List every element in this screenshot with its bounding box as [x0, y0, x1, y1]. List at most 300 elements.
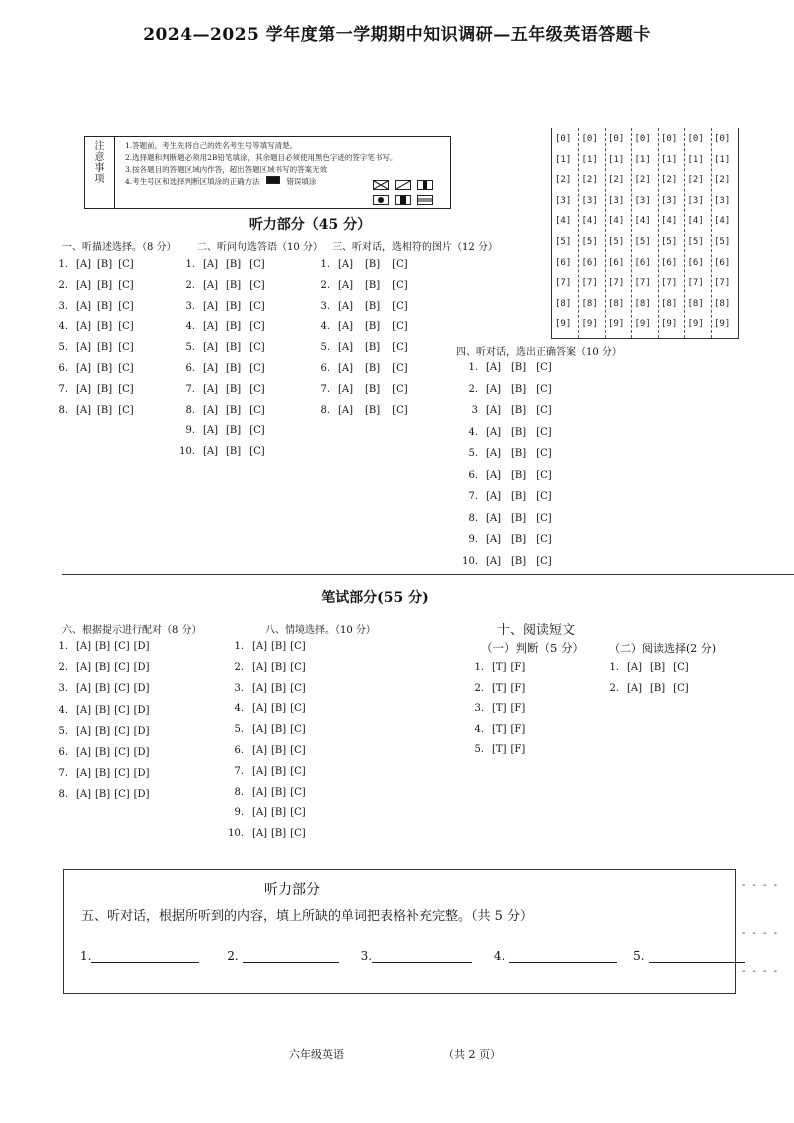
id-digit-bubble[interactable]: [3] — [555, 195, 572, 206]
id-digit-bubble[interactable]: [3] — [608, 195, 625, 206]
answer-option-bubble[interactable]: [B] — [95, 683, 111, 695]
answer-option-bubble[interactable]: [D] — [133, 704, 150, 716]
answer-option-bubble[interactable]: [B] — [650, 683, 666, 694]
student-id-grid — [551, 128, 739, 339]
answer-option-bubble[interactable]: [B] — [97, 404, 113, 416]
answer-option-bubble[interactable]: [A] — [338, 363, 354, 374]
answer-option-bubble[interactable]: [B] — [271, 641, 287, 652]
answer-option-bubble[interactable]: [B] — [511, 491, 527, 502]
answer-option-bubble[interactable]: [D] — [133, 747, 150, 758]
id-digit-bubble[interactable]: [0] — [634, 134, 651, 144]
id-digit-bubble[interactable]: [2] — [581, 175, 598, 186]
answer-option-bubble[interactable]: [C] — [392, 383, 408, 395]
answer-row — [226, 703, 310, 714]
answer-option-bubble[interactable]: [A] — [76, 768, 92, 780]
answer-option-bubble[interactable]: [F] — [510, 744, 526, 756]
notice-box — [84, 136, 451, 209]
answer-option-bubble[interactable]: [C] — [290, 807, 306, 819]
answer-option-bubble[interactable]: [A] — [252, 745, 268, 756]
answer-option-bubble[interactable]: [C] — [290, 682, 306, 694]
answer-option-bubble[interactable]: [B] — [97, 321, 113, 333]
answer-option-bubble[interactable]: [B] — [97, 342, 113, 354]
id-digit-bubble[interactable]: [7] — [581, 278, 598, 289]
answer-option-bubble[interactable]: [B] — [271, 828, 287, 840]
question-number: 8. — [58, 789, 68, 801]
answer-option-bubble[interactable]: [C] — [114, 662, 130, 674]
id-digit-bubble[interactable]: [9] — [581, 319, 598, 330]
id-digit-bubble[interactable]: [6] — [661, 257, 678, 268]
answer-option-bubble[interactable]: [A] — [203, 446, 219, 458]
id-digit-bubble[interactable]: [0] — [661, 134, 678, 144]
answer-option-bubble[interactable]: [A] — [486, 469, 502, 481]
answer-option-bubble[interactable]: [C] — [290, 724, 306, 736]
answer-option-bubble[interactable]: [A] — [252, 724, 268, 736]
answer-option-bubble[interactable]: [A] — [203, 259, 219, 270]
answer-option-bubble[interactable]: [C] — [249, 363, 265, 374]
id-digit-bubble[interactable]: [2] — [687, 175, 704, 186]
answer-option-bubble[interactable]: [A] — [203, 321, 219, 333]
answer-option-bubble[interactable]: [A] — [252, 703, 268, 715]
id-digit-bubble[interactable]: [8] — [608, 298, 625, 309]
answer-row — [466, 683, 529, 694]
id-digit-bubble[interactable]: [7] — [687, 278, 704, 289]
id-digit-bubble[interactable]: [6] — [687, 257, 704, 268]
id-digit-bubble[interactable]: [0] — [608, 134, 625, 144]
question-number: 1. — [58, 641, 68, 652]
id-digit-bubble[interactable]: [5] — [714, 237, 731, 247]
answer-option-bubble[interactable]: [C] — [114, 704, 130, 716]
answer-option-bubble[interactable]: [B] — [95, 662, 111, 674]
answer-option-bubble[interactable]: [C] — [118, 404, 134, 416]
answer-option-bubble[interactable]: [A] — [203, 279, 219, 291]
answer-option-bubble[interactable]: [C] — [536, 555, 552, 567]
id-digit-bubble[interactable]: [6] — [608, 257, 625, 268]
notice-correct-label: 4.考生号区和选择判断区填涂的正确方法 — [125, 177, 260, 186]
answer-option-bubble[interactable]: [A] — [203, 300, 219, 312]
answer-option-bubble[interactable]: [C] — [392, 259, 408, 270]
answer-option-bubble[interactable]: [C] — [290, 745, 306, 756]
answer-option-bubble[interactable]: [D] — [133, 683, 150, 695]
answer-option-bubble[interactable]: [B] — [95, 747, 111, 758]
answer-option-bubble[interactable]: [D] — [133, 662, 150, 674]
question-number: 3. — [58, 683, 68, 695]
id-digit-bubble[interactable]: [5] — [608, 237, 625, 247]
answer-option-bubble[interactable]: [C] — [392, 404, 408, 416]
answer-option-bubble[interactable]: [C] — [118, 300, 134, 312]
id-digit-bubble[interactable]: [6] — [555, 257, 572, 268]
correct-fill-icon — [266, 176, 280, 184]
answer-row — [466, 703, 529, 714]
answer-option-bubble[interactable]: [A] — [203, 404, 219, 416]
answer-option-bubble[interactable]: [B] — [95, 768, 111, 780]
id-digit-bubble[interactable]: [5] — [581, 237, 598, 247]
id-digit-bubble[interactable]: [7] — [608, 278, 625, 289]
question-number: 7. — [234, 765, 244, 777]
answer-option-bubble[interactable]: [C] — [536, 469, 552, 481]
id-digit-bubble[interactable]: [1] — [581, 154, 598, 165]
id-digit-bubble[interactable]: [3] — [714, 195, 731, 206]
id-digit-bubble[interactable]: [9] — [634, 319, 651, 330]
answer-option-bubble[interactable]: [C] — [536, 534, 552, 545]
answer-option-bubble[interactable]: [A] — [486, 426, 502, 438]
notice-label — [85, 137, 115, 208]
answer-option-bubble[interactable]: [C] — [249, 300, 265, 312]
answer-option-bubble[interactable]: [C] — [392, 363, 408, 374]
id-digit-bubble[interactable]: [9] — [687, 319, 704, 330]
id-digit-bubble[interactable]: [5] — [687, 237, 704, 247]
answer-option-bubble[interactable]: [A] — [203, 425, 219, 437]
answer-option-bubble[interactable]: [B] — [97, 279, 113, 291]
section-10-heading: 十、阅读短文 — [497, 623, 576, 638]
answer-option-bubble[interactable]: [B] — [511, 426, 527, 438]
answer-option-bubble[interactable]: [C] — [249, 342, 265, 354]
question-number: 1. — [185, 259, 195, 270]
answer-option-bubble[interactable]: [A] — [203, 363, 219, 374]
answer-option-bubble[interactable]: [T] — [492, 744, 507, 756]
id-digit-bubble[interactable]: [4] — [687, 216, 704, 227]
id-digit-bubble[interactable]: [4] — [661, 216, 678, 227]
answer-option-bubble[interactable]: [C] — [673, 683, 689, 694]
answer-row — [226, 683, 310, 694]
answer-option-bubble[interactable]: [C] — [290, 703, 306, 715]
answer-option-bubble[interactable]: [F] — [510, 662, 526, 673]
answer-option-bubble[interactable]: [A] — [486, 491, 502, 502]
answer-option-bubble[interactable]: [A] — [627, 683, 643, 694]
id-digit-bubble[interactable]: [6] — [714, 257, 731, 268]
answer-option-bubble[interactable]: [C] — [118, 321, 134, 333]
answer-option-bubble[interactable]: [D] — [133, 768, 150, 780]
id-digit-bubble[interactable]: [8] — [687, 298, 704, 309]
answer-option-bubble[interactable]: [B] — [226, 363, 242, 374]
footer-subject: 六年级英语 — [289, 1048, 344, 1061]
answer-option-bubble[interactable]: [B] — [271, 661, 287, 673]
answer-option-bubble[interactable]: [B] — [365, 300, 381, 312]
answer-option-bubble[interactable]: [B] — [271, 724, 287, 736]
answer-option-bubble[interactable]: [A] — [76, 321, 92, 333]
answer-option-bubble[interactable]: [B] — [226, 321, 242, 333]
answer-option-bubble[interactable]: [B] — [511, 555, 527, 567]
answer-option-bubble[interactable]: [A] — [76, 259, 92, 270]
answer-option-bubble[interactable]: [B] — [226, 446, 242, 458]
answer-option-bubble[interactable]: [D] — [133, 725, 150, 737]
answer-option-bubble[interactable]: [C] — [392, 321, 408, 333]
answer-option-bubble[interactable]: [A] — [252, 682, 268, 694]
id-digit-bubble[interactable]: [8] — [714, 298, 731, 309]
answer-option-bubble[interactable]: [C] — [536, 426, 552, 438]
id-digit-bubble[interactable]: [0] — [581, 134, 598, 144]
answer-option-bubble[interactable]: [B] — [95, 789, 111, 801]
answer-option-bubble[interactable]: [F] — [510, 723, 526, 735]
id-digit-bubble[interactable]: [1] — [687, 154, 704, 165]
id-digit-bubble[interactable]: [9] — [555, 319, 572, 330]
answer-row — [177, 446, 273, 457]
id-digit-bubble[interactable]: [1] — [608, 154, 625, 165]
answer-option-bubble[interactable]: [B] — [365, 342, 381, 354]
answer-row — [50, 405, 140, 416]
answer-option-bubble[interactable]: [T] — [492, 662, 507, 673]
answer-option-bubble[interactable]: [F] — [510, 703, 526, 715]
id-digit-bubble[interactable]: [1] — [555, 154, 572, 165]
answer-option-bubble[interactable]: [A] — [76, 789, 92, 801]
answer-option-bubble[interactable]: [B] — [95, 725, 111, 737]
answer-option-bubble[interactable]: [A] — [338, 342, 354, 354]
id-digit-bubble[interactable]: [2] — [714, 175, 731, 186]
answer-option-bubble[interactable]: [B] — [95, 704, 111, 716]
answer-option-bubble[interactable]: [C] — [249, 446, 265, 458]
id-digit-bubble[interactable]: [6] — [634, 257, 651, 268]
answer-option-bubble[interactable]: [A] — [76, 342, 92, 354]
answer-option-bubble[interactable]: [B] — [226, 404, 242, 416]
answer-option-bubble[interactable]: [B] — [650, 662, 666, 673]
answer-option-bubble[interactable]: [C] — [118, 363, 134, 374]
answer-option-bubble[interactable]: [A] — [486, 448, 502, 459]
answer-option-bubble[interactable]: [C] — [290, 661, 306, 673]
id-column — [552, 128, 579, 338]
id-digit-bubble[interactable]: [8] — [661, 298, 678, 309]
answer-blank-5[interactable] — [649, 948, 745, 963]
answer-option-bubble[interactable]: [B] — [511, 362, 527, 373]
answer-option-bubble[interactable]: [B] — [226, 300, 242, 312]
answer-option-bubble[interactable]: [D] — [133, 789, 150, 801]
answer-option-bubble[interactable]: [C] — [290, 828, 306, 840]
question-number: 5. — [185, 342, 195, 354]
answer-blank-1[interactable] — [91, 948, 199, 963]
answer-option-bubble[interactable]: [A] — [76, 747, 92, 758]
answer-option-bubble[interactable]: [T] — [492, 703, 507, 715]
answer-row — [50, 384, 140, 395]
id-digit-bubble[interactable]: [3] — [634, 195, 651, 206]
answer-row — [460, 556, 562, 567]
answer-option-bubble[interactable]: [B] — [511, 448, 527, 459]
id-digit-bubble[interactable]: [7] — [714, 278, 731, 289]
id-digit-bubble[interactable]: [9] — [661, 319, 678, 330]
answer-option-bubble[interactable]: [C] — [536, 491, 552, 502]
answer-option-bubble[interactable]: [A] — [486, 383, 502, 395]
answer-option-bubble[interactable]: [C] — [118, 279, 134, 291]
answer-option-bubble[interactable]: [B] — [365, 279, 381, 291]
answer-option-bubble[interactable]: [A] — [76, 363, 92, 374]
answer-option-bubble[interactable]: [A] — [203, 383, 219, 395]
answer-blank-3[interactable] — [372, 948, 472, 963]
answer-option-bubble[interactable]: [C] — [114, 789, 130, 801]
answer-option-bubble[interactable]: [B] — [271, 765, 287, 777]
id-digit-bubble[interactable]: [6] — [581, 257, 598, 268]
answer-option-bubble[interactable]: [C] — [249, 383, 265, 395]
answer-option-bubble[interactable]: [A] — [76, 683, 92, 695]
answer-option-bubble[interactable]: [C] — [536, 405, 552, 416]
answer-option-bubble[interactable]: [C] — [392, 300, 408, 312]
id-digit-bubble[interactable]: [1] — [714, 154, 731, 165]
answer-blank-2[interactable] — [243, 948, 339, 963]
id-digit-bubble[interactable]: [3] — [687, 195, 704, 206]
answer-option-bubble[interactable]: [A] — [338, 383, 354, 395]
answer-option-bubble[interactable]: [C] — [114, 768, 130, 780]
answer-row — [226, 807, 310, 818]
answer-option-bubble[interactable]: [A] — [627, 662, 643, 673]
answer-option-bubble[interactable]: [C] — [536, 383, 552, 395]
question-number: 6. — [234, 745, 244, 756]
answer-option-bubble[interactable]: [C] — [536, 448, 552, 459]
id-digit-bubble[interactable]: [8] — [555, 298, 572, 309]
id-digit-bubble[interactable]: [8] — [634, 298, 651, 309]
answer-option-bubble[interactable]: [B] — [511, 469, 527, 481]
answer-row — [50, 768, 153, 779]
question-number: 7. — [468, 491, 478, 502]
answer-option-bubble[interactable]: [A] — [252, 828, 268, 840]
answer-option-bubble[interactable]: [C] — [114, 683, 130, 695]
answer-option-bubble[interactable]: [B] — [365, 321, 381, 333]
id-digit-bubble[interactable]: [1] — [634, 154, 651, 165]
answer-option-bubble[interactable]: [T] — [492, 682, 507, 694]
answer-option-bubble[interactable]: [C] — [249, 279, 265, 291]
answer-option-bubble[interactable]: [C] — [392, 342, 408, 354]
answer-option-bubble[interactable]: [A] — [203, 342, 219, 354]
answer-option-bubble[interactable]: [B] — [365, 363, 381, 374]
answer-option-bubble[interactable]: [B] — [511, 405, 527, 416]
question-number: 5. — [234, 724, 244, 736]
answer-option-bubble[interactable]: [B] — [511, 512, 527, 524]
answer-option-bubble[interactable]: [C] — [290, 786, 306, 798]
answer-option-bubble[interactable]: [A] — [252, 807, 268, 819]
answer-option-bubble[interactable]: [B] — [97, 383, 113, 395]
notice-label-char: 项 — [94, 174, 105, 185]
id-digit-bubble[interactable]: [0] — [555, 134, 572, 144]
answer-blank-4[interactable] — [509, 948, 617, 963]
answer-option-bubble[interactable]: [B] — [226, 279, 242, 291]
answer-option-bubble[interactable]: [C] — [249, 425, 265, 437]
id-digit-bubble[interactable]: [3] — [661, 195, 678, 206]
answer-option-bubble[interactable]: [C] — [392, 279, 408, 291]
answer-option-bubble[interactable]: [C] — [249, 259, 265, 270]
answer-option-bubble[interactable]: [A] — [76, 279, 92, 291]
answer-row — [312, 280, 420, 291]
answer-option-bubble[interactable]: [B] — [271, 807, 287, 819]
id-digit-bubble[interactable]: [9] — [608, 319, 625, 330]
answer-option-bubble[interactable]: [B] — [365, 404, 381, 416]
answer-row — [460, 384, 562, 395]
answer-option-bubble[interactable]: [B] — [97, 300, 113, 312]
answer-option-bubble[interactable]: [T] — [492, 723, 507, 735]
answer-option-bubble[interactable]: [F] — [510, 682, 526, 694]
answer-option-bubble[interactable]: [B] — [226, 425, 242, 437]
id-digit-bubble[interactable]: [2] — [555, 175, 572, 186]
answer-option-bubble[interactable]: [A] — [76, 383, 92, 395]
id-digit-bubble[interactable]: [7] — [634, 278, 651, 289]
answer-option-bubble[interactable]: [C] — [114, 747, 130, 758]
question-number: 4. — [58, 704, 68, 716]
id-digit-bubble[interactable]: [5] — [555, 237, 572, 247]
question-number: 5. — [468, 448, 478, 459]
answer-option-bubble[interactable]: [C] — [114, 725, 130, 737]
notice-line — [125, 176, 397, 188]
id-digit-bubble[interactable]: [3] — [581, 195, 598, 206]
question-number: 5. — [474, 744, 484, 756]
answer-option-bubble[interactable]: [A] — [486, 362, 502, 373]
answer-option-bubble[interactable]: [C] — [290, 765, 306, 777]
answer-option-bubble[interactable]: [B] — [365, 383, 381, 395]
answer-option-bubble[interactable]: [A] — [76, 300, 92, 312]
answer-option-bubble[interactable]: [B] — [271, 682, 287, 694]
answer-option-bubble[interactable]: [A] — [338, 279, 354, 291]
answer-option-bubble[interactable]: [B] — [511, 383, 527, 395]
answer-option-bubble[interactable]: [A] — [486, 534, 502, 545]
answer-option-bubble[interactable]: [C] — [114, 641, 130, 652]
answer-option-bubble[interactable]: [A] — [252, 641, 268, 652]
id-digit-bubble[interactable]: [4] — [634, 216, 651, 227]
answer-option-bubble[interactable]: [A] — [486, 405, 502, 416]
answer-option-bubble[interactable]: [B] — [97, 363, 113, 374]
answer-option-bubble[interactable]: [C] — [118, 259, 134, 270]
answer-option-bubble[interactable]: [C] — [536, 512, 552, 524]
id-digit-bubble[interactable]: [0] — [714, 134, 731, 144]
answer-option-bubble[interactable]: [B] — [95, 641, 111, 652]
answer-option-bubble[interactable]: [B] — [365, 259, 381, 270]
section-3-heading: 三、听对话，选相符的图片（12 分） — [332, 242, 498, 253]
id-digit-bubble[interactable]: [2] — [661, 175, 678, 186]
answer-option-bubble[interactable]: [A] — [338, 300, 354, 312]
answer-option-bubble[interactable]: [A] — [76, 725, 92, 737]
id-digit-bubble[interactable]: [8] — [581, 298, 598, 309]
answer-option-bubble[interactable]: [A] — [486, 555, 502, 567]
answer-option-bubble[interactable]: [C] — [290, 641, 306, 652]
answer-option-bubble[interactable]: [A] — [338, 321, 354, 333]
id-digit-bubble[interactable]: [4] — [608, 216, 625, 227]
answer-option-bubble[interactable]: [C] — [536, 362, 552, 373]
answer-option-bubble[interactable]: [C] — [118, 383, 134, 395]
answer-option-bubble[interactable]: [B] — [97, 259, 113, 270]
answer-option-bubble[interactable]: [C] — [118, 342, 134, 354]
answer-option-bubble[interactable]: [B] — [271, 745, 287, 756]
answer-option-bubble[interactable]: [D] — [133, 641, 150, 652]
id-digit-bubble[interactable]: [2] — [608, 175, 625, 186]
id-digit-bubble[interactable]: [2] — [634, 175, 651, 186]
answer-option-bubble[interactable]: [A] — [252, 786, 268, 798]
answer-option-bubble[interactable]: [A] — [76, 704, 92, 716]
id-digit-bubble[interactable]: [4] — [581, 216, 598, 227]
answer-option-bubble[interactable]: [A] — [338, 404, 354, 416]
answer-option-bubble[interactable]: [A] — [338, 259, 354, 270]
answer-option-bubble[interactable]: [B] — [271, 703, 287, 715]
id-digit-bubble[interactable]: [5] — [634, 237, 651, 247]
answer-row — [312, 384, 420, 395]
id-digit-bubble[interactable]: [9] — [714, 319, 731, 330]
answer-option-bubble[interactable]: [B] — [511, 534, 527, 545]
answer-option-bubble[interactable]: [B] — [226, 342, 242, 354]
id-digit-bubble[interactable]: [5] — [661, 237, 678, 247]
answer-option-bubble[interactable]: [A] — [486, 512, 502, 524]
answer-option-bubble[interactable]: [A] — [252, 765, 268, 777]
answer-option-bubble[interactable]: [C] — [249, 404, 265, 416]
id-digit-bubble[interactable]: [4] — [714, 216, 731, 227]
answer-option-bubble[interactable]: [B] — [226, 383, 242, 395]
answer-row — [460, 427, 562, 438]
id-digit-bubble[interactable]: [7] — [555, 278, 572, 289]
answer-option-bubble[interactable]: [A] — [76, 404, 92, 416]
id-digit-bubble[interactable]: [0] — [687, 134, 704, 144]
answer-option-bubble[interactable]: [A] — [76, 641, 92, 652]
id-digit-bubble[interactable]: [7] — [661, 278, 678, 289]
answer-option-bubble[interactable]: [B] — [226, 259, 242, 270]
section-2-heading: 二、听问句选答语（10 分） — [197, 242, 323, 253]
question-number: 9. — [468, 534, 478, 545]
answer-option-bubble[interactable]: [A] — [76, 662, 92, 674]
answer-option-bubble[interactable]: [C] — [673, 662, 689, 673]
answer-option-bubble[interactable]: [B] — [271, 786, 287, 798]
id-digit-bubble[interactable]: [4] — [555, 216, 572, 227]
answer-option-bubble[interactable]: [A] — [252, 661, 268, 673]
answer-option-bubble[interactable]: [C] — [249, 321, 265, 333]
id-digit-bubble[interactable]: [1] — [661, 154, 678, 165]
